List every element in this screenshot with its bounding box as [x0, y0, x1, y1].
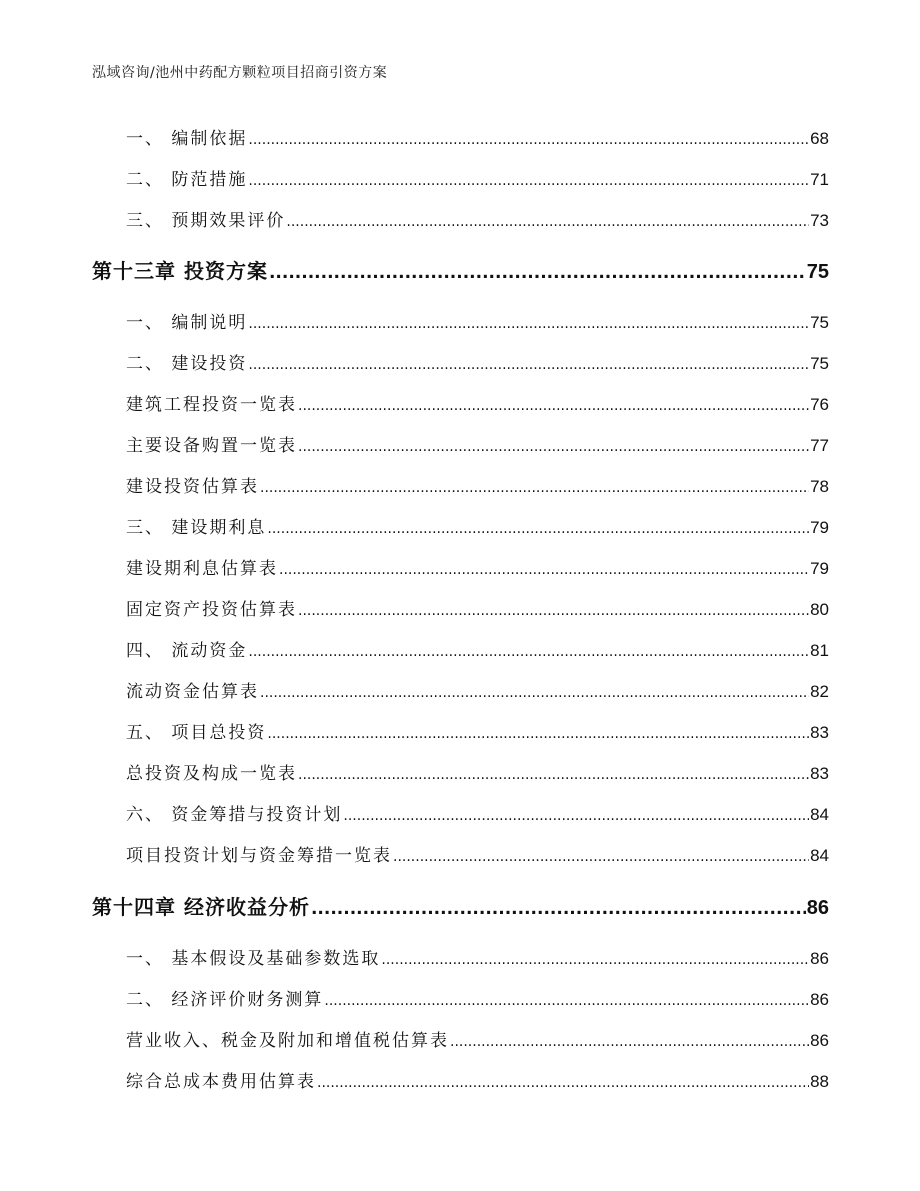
toc-entry-title: 二、 建设投资	[126, 354, 248, 374]
toc-dot-leader	[311, 899, 806, 919]
toc-dot-leader	[248, 316, 809, 332]
toc-dot-leader	[298, 603, 809, 619]
toc-dot-leader	[324, 993, 809, 1009]
toc-entry-page: 82	[810, 682, 829, 701]
toc-entry-page: 86	[810, 949, 829, 968]
toc-chapter-title: 第十四章 经济收益分析	[92, 895, 310, 919]
toc-dot-leader	[343, 808, 809, 824]
toc-dot-leader	[248, 132, 809, 148]
toc-entry-title: 流动资金估算表	[126, 682, 259, 702]
toc-entry-page: 77	[810, 436, 829, 455]
toc-dot-leader	[381, 952, 809, 968]
toc-entry[interactable]	[126, 636, 829, 660]
toc-entry[interactable]	[126, 431, 829, 455]
toc-entry[interactable]	[126, 677, 829, 701]
toc-entry-title: 四、 流动资金	[126, 641, 248, 661]
toc-chapter-entry[interactable]	[92, 255, 829, 283]
toc-entry-page: 68	[810, 129, 829, 148]
toc-entry-title: 项目投资计划与资金筹措一览表	[126, 846, 392, 866]
toc-entry-page: 73	[810, 211, 829, 230]
toc-dot-leader	[317, 1075, 809, 1091]
toc-dot-leader	[248, 357, 809, 373]
toc-entry[interactable]	[126, 390, 829, 414]
toc-entry[interactable]	[126, 718, 829, 742]
toc-entry[interactable]	[126, 206, 829, 230]
toc-chapter-entry[interactable]	[92, 891, 829, 919]
toc-dot-leader	[279, 562, 809, 578]
toc-entry-page: 71	[810, 170, 829, 189]
toc-dot-leader	[393, 849, 809, 865]
toc-entry-page: 75	[810, 354, 829, 373]
toc-entry-title: 建筑工程投资一览表	[126, 395, 297, 415]
toc-entry-page: 76	[810, 395, 829, 414]
toc-entry[interactable]	[126, 1026, 829, 1050]
toc-entry-page: 83	[810, 764, 829, 783]
toc-chapter-title: 第十三章 投资方案	[92, 259, 268, 283]
toc-dot-leader	[298, 398, 809, 414]
toc-entry[interactable]	[126, 759, 829, 783]
toc-entry-title: 一、 基本假设及基础参数选取	[126, 949, 381, 969]
toc-chapter-page: 75	[806, 261, 829, 283]
toc-entry-page: 86	[810, 1031, 829, 1050]
toc-dot-leader	[248, 644, 809, 660]
toc-entry-page: 84	[810, 805, 829, 824]
toc-entry[interactable]	[126, 124, 829, 148]
toc-dot-leader	[260, 480, 809, 496]
toc-entry-page: 80	[810, 600, 829, 619]
toc-entry[interactable]	[126, 985, 829, 1009]
toc-dot-leader	[450, 1034, 809, 1050]
toc-entry[interactable]	[126, 1067, 829, 1091]
toc-entry-title: 建设投资估算表	[126, 477, 259, 497]
toc-entry-title: 一、 编制依据	[126, 129, 248, 149]
toc-dot-leader	[267, 726, 809, 742]
toc-entry-title: 一、 编制说明	[126, 313, 248, 333]
toc-entry-page: 88	[810, 1072, 829, 1091]
toc-entry-page: 78	[810, 477, 829, 496]
toc-entry-title: 三、 预期效果评价	[126, 211, 286, 231]
toc-entry-title: 营业收入、税金及附加和增值税估算表	[126, 1031, 449, 1051]
toc-entry-title: 建设期利息估算表	[126, 559, 278, 579]
toc-entry-page: 79	[810, 559, 829, 578]
toc-entry[interactable]	[126, 349, 829, 373]
toc-entry-page: 79	[810, 518, 829, 537]
toc-dot-leader	[286, 214, 809, 230]
toc-dot-leader	[260, 685, 809, 701]
toc-entry-title: 固定资产投资估算表	[126, 600, 297, 620]
toc-entry-page: 86	[810, 990, 829, 1009]
toc-entry[interactable]	[126, 944, 829, 968]
toc-entry-title: 主要设备购置一览表	[126, 436, 297, 456]
toc-dot-leader	[298, 439, 809, 455]
toc-dot-leader	[298, 767, 809, 783]
toc-entry-title: 综合总成本费用估算表	[126, 1072, 316, 1092]
toc-entry[interactable]	[126, 554, 829, 578]
toc-entry-title: 六、 资金筹措与投资计划	[126, 805, 343, 825]
toc-entry-title: 二、 防范措施	[126, 170, 248, 190]
toc-entry-page: 81	[810, 641, 829, 660]
toc-chapter-page: 86	[806, 897, 829, 919]
page-header: 泓域咨询/池州中药配方颗粒项目招商引资方案	[92, 65, 388, 81]
toc-entry-title: 总投资及构成一览表	[126, 764, 297, 784]
toc-dot-leader	[269, 263, 806, 283]
toc-entry-page: 75	[810, 313, 829, 332]
toc-entry-page: 84	[810, 846, 829, 865]
toc-entry[interactable]	[126, 472, 829, 496]
toc-entry[interactable]	[126, 513, 829, 537]
toc-entry-title: 二、 经济评价财务测算	[126, 990, 324, 1010]
toc-dot-leader	[267, 521, 809, 537]
toc-entry[interactable]	[126, 595, 829, 619]
toc-entry-title: 五、 项目总投资	[126, 723, 267, 743]
toc-entry[interactable]	[126, 308, 829, 332]
toc-entry[interactable]	[126, 800, 829, 824]
toc-entry[interactable]	[126, 165, 829, 189]
toc-dot-leader	[248, 173, 809, 189]
toc-entry[interactable]	[126, 841, 829, 865]
toc-entry-page: 83	[810, 723, 829, 742]
toc-entry-title: 三、 建设期利息	[126, 518, 267, 538]
